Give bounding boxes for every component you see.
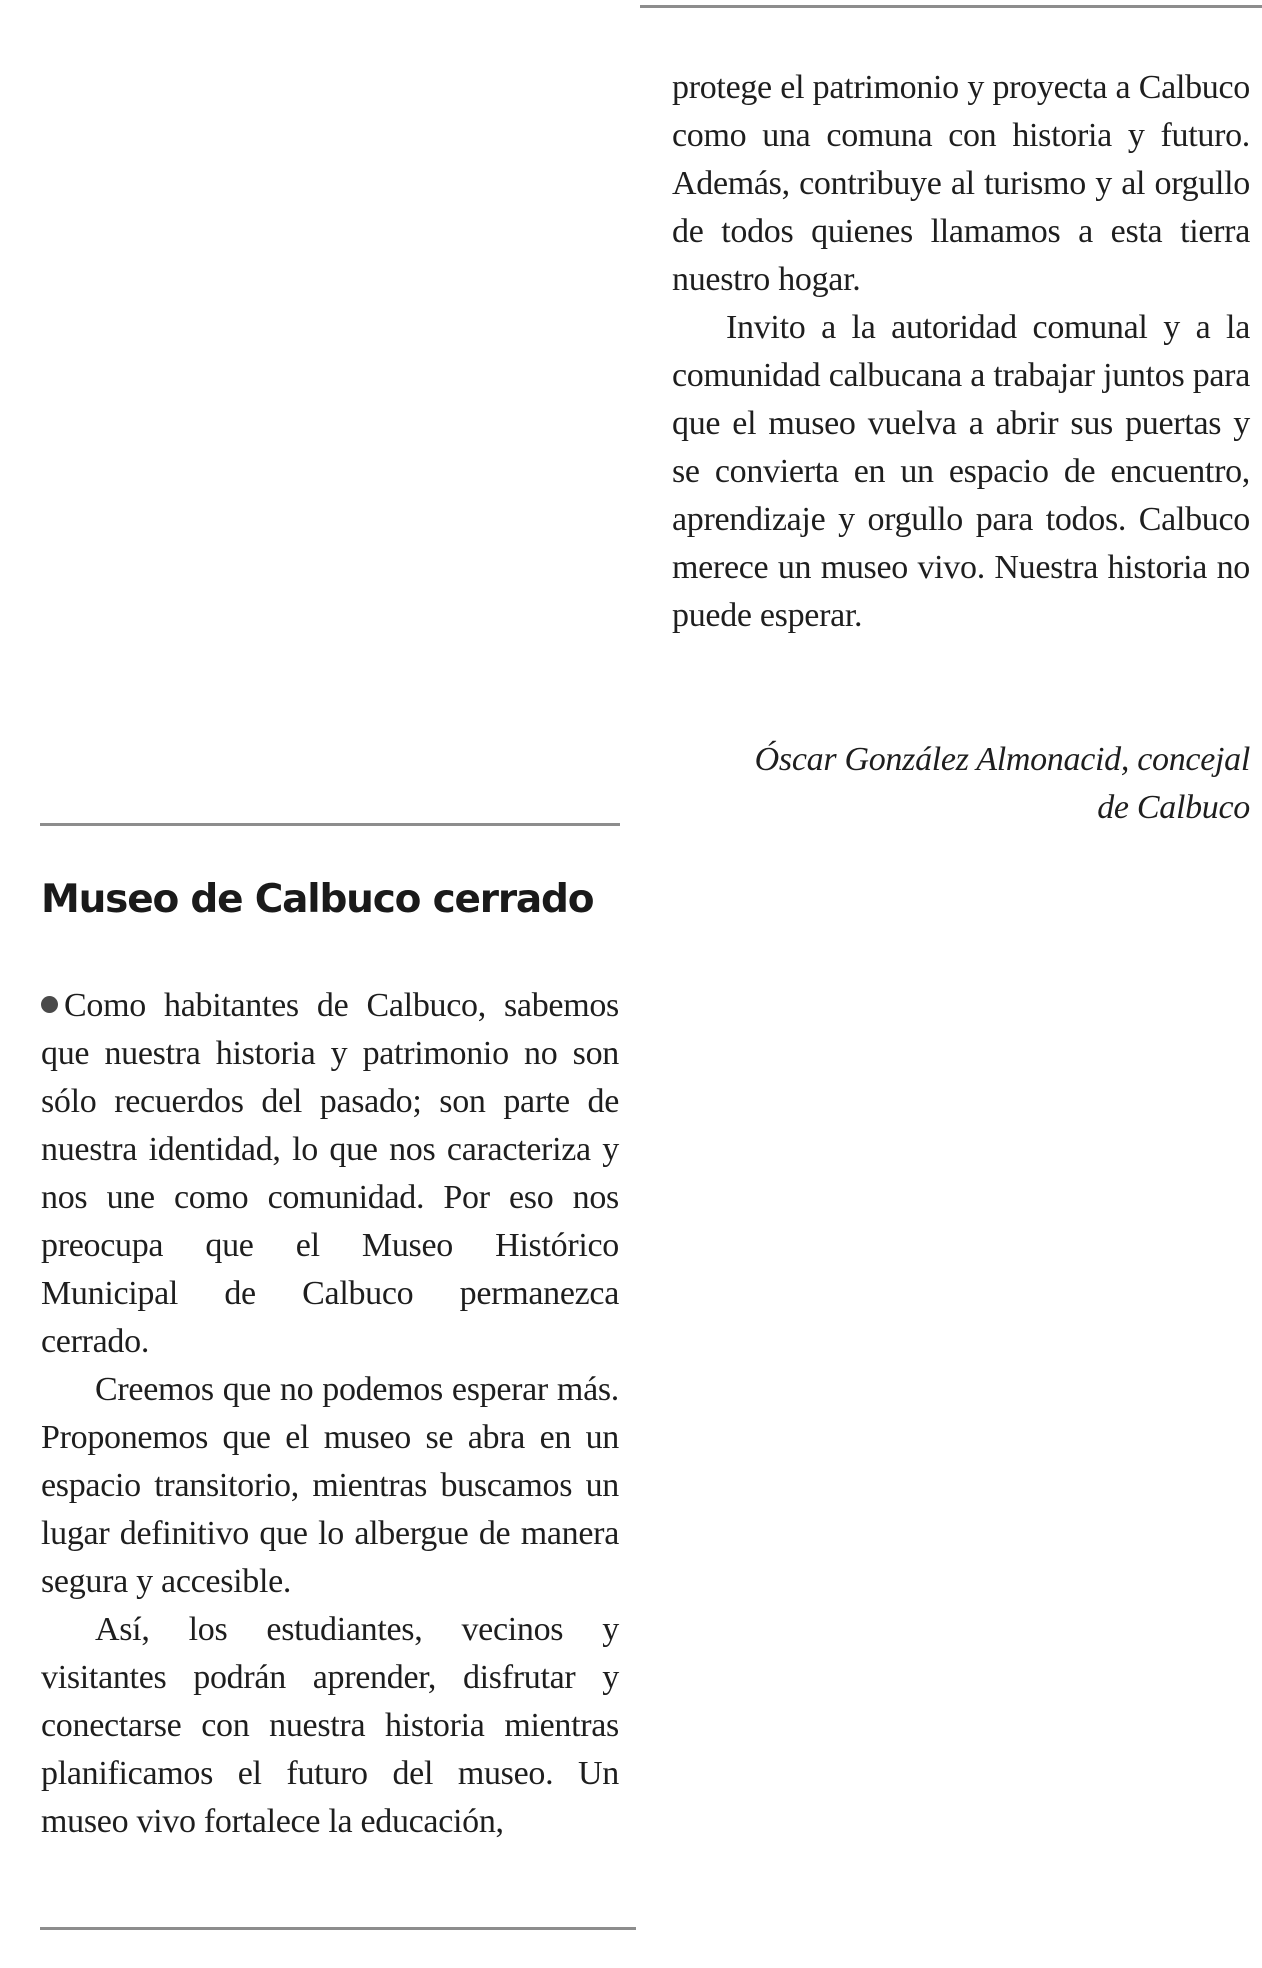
signature-name: Óscar González Almonacid, concejal xyxy=(754,741,1250,778)
left-paragraph-1-text: Como habitantes de Calbuco, sabemos que nuestra historia y patrimonio no son sólo recuerdos del pasado; son parte de nuestra identidad, lo que nos caracteriza y nos une como comunidad. Por eso nos preocupa que el Museo Histórico Municipal de Calbuco permanezca cerrado. xyxy=(41,987,619,1360)
letter-signature xyxy=(640,736,1250,832)
right-paragraph-2: Invito a la autoridad comunal y a la comunidad calbucana a trabajar juntos para que el museo vuelva a abrir sus puertas y se convierta en un espacio de encuentro, aprendizaje y orgullo para todos. Calbuco merece un museo vivo. Nuestra historia no puede esperar. xyxy=(672,309,1250,634)
left-column-body xyxy=(41,982,619,1846)
left-paragraph-3: Así, los estudiantes, vecinos y visitantes podrán aprender, disfrutar y conectarse con nuestra historia mientras planificamos el futuro del museo. Un museo vivo fortalece la educación, xyxy=(41,1611,619,1840)
headline-top-divider xyxy=(40,823,620,826)
top-right-divider xyxy=(640,5,1262,8)
bullet-icon xyxy=(41,996,58,1013)
signature-place: de Calbuco xyxy=(1097,789,1250,826)
bottom-divider xyxy=(40,1927,636,1930)
right-column-body xyxy=(672,64,1250,640)
letter-headline: Museo de Calbuco cerrado xyxy=(41,877,594,922)
right-paragraph-1: protege el patrimonio y proyecta a Calbuco como una comuna con historia y futuro. Además, contribuye al turismo y al orgullo de todos quienes llamamos a esta tierra nuestro hogar. xyxy=(672,69,1250,298)
left-paragraph-2: Creemos que no podemos esperar más. Proponemos que el museo se abra en un espacio transitorio, mientras buscamos un lugar definitivo que lo albergue de manera segura y accesible. xyxy=(41,1371,619,1600)
left-paragraph-1 xyxy=(41,982,619,1366)
